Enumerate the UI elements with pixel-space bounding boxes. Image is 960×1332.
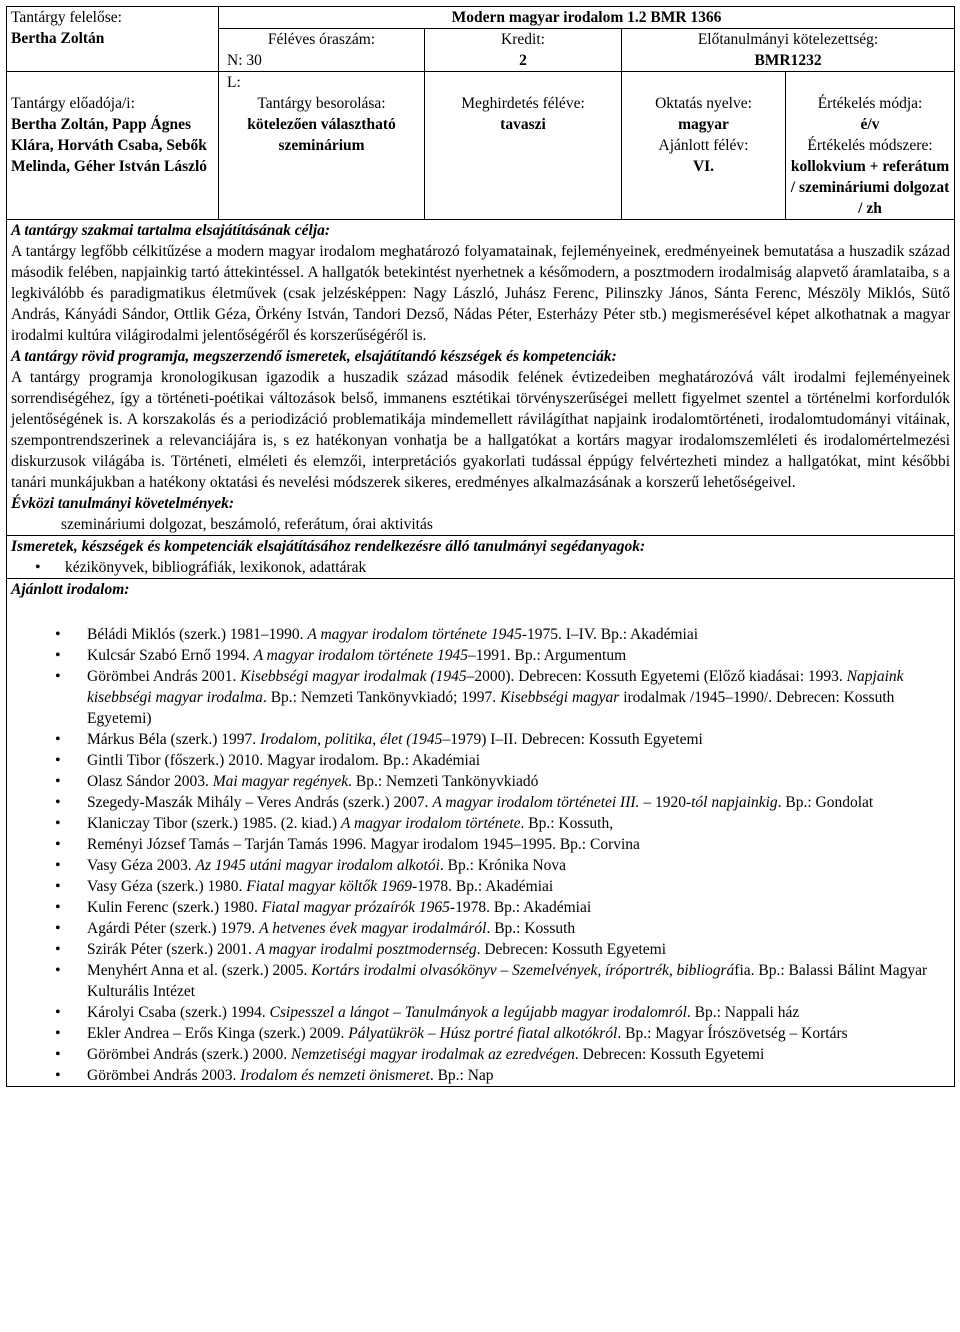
besorolas-cell [219, 72, 425, 220]
ertekeles-modja-label: Értékelés módja: [817, 95, 923, 112]
reference-text: Vasy Géza (szerk.) 1980. [87, 878, 247, 895]
ertekeles-modszere-label: Értékelés módszere: [807, 137, 933, 154]
reference-text: Mai magyar regények [212, 773, 349, 790]
reference-text: Klaniczay Tibor (szerk.) 1985. (2. kiad.) [87, 815, 341, 832]
reference-text: Károlyi Csaba (szerk.) 1994. [87, 1004, 270, 1021]
reference-text: . Bp.: Kossuth [486, 920, 576, 937]
reference-text: . Debrecen: Kossuth Egyetemi [476, 941, 666, 958]
reference-text: Gintli Tibor (főszerk.) 2010. Magyar irodalom. Bp.: Akadémiai [87, 752, 481, 769]
reference-text: . Bp.: Krónika Nova [439, 857, 567, 874]
segedanyag-heading: Ismeretek, készségek és kompetenciák elsajátításához rendelkezésre álló tanulmányi segédanyagok: [11, 538, 646, 555]
reference-text: Fiatal magyar költők 1969 [246, 878, 412, 895]
ertekeles-modja-value: é/v [860, 116, 880, 133]
cel-section [7, 220, 955, 536]
reference-text: . Bp.: Nemzeti Tankönyvkiadó; 1997. [262, 689, 501, 706]
segedanyag-section [7, 536, 955, 579]
oraszam-cell [219, 29, 425, 72]
reference-text: . Bp.: Magyar Írószövetség – Kortárs [617, 1025, 848, 1042]
reference-text: –1979) I–II. Debrecen: Kossuth Egyetemi [442, 731, 703, 748]
ajanlott-felev-label: Ajánlott félév: [658, 137, 749, 154]
reference-text: Pályatükrök – Húsz portré fiatal alkotókról [348, 1025, 618, 1042]
irodalom-section [7, 579, 955, 1087]
list-item: • kézikönyvek, bibliográfiák, lexikonok, adattárak [11, 557, 950, 578]
cel-heading: A tantárgy szakmai tartalma elsajátításának célja: [11, 222, 331, 239]
reference-text: Olasz Sándor 2003. [87, 773, 213, 790]
felelos-label: Tantárgy felelőse: [11, 9, 122, 26]
reference-text: Irodalom és nemzeti önismeret [240, 1067, 430, 1084]
reference-text: irodalmak /1945–1990/. Debrecen: Kossuth Egyetemi) [87, 689, 895, 727]
evkozi-heading: Évközi tanulmányi követelmények: [11, 495, 235, 512]
irodalom-list [11, 624, 950, 1086]
reference-text: A magyar irodalmi posztmodernség [255, 941, 477, 958]
ajanlott-felev-value: VI. [692, 158, 715, 175]
reference-item [11, 897, 950, 918]
reference-item [11, 855, 950, 876]
oraszam-l: L: [227, 74, 241, 91]
reference-text: Béládi Miklós (szerk.) 1981–1990. [87, 626, 308, 643]
reference-text: . Bp.: Kossuth, [520, 815, 614, 832]
reference-text: Kortárs irodalmi olvasókönyv – Szemelvények, íróportrék, bibliográ [311, 962, 735, 979]
reference-text: -1978. Bp.: Akadémiai [412, 878, 554, 895]
elotanulmanyi-value: BMR1232 [754, 52, 822, 69]
oraszam-n: N: 30 [227, 52, 262, 69]
reference-text: . Bp.: Nappali ház [686, 1004, 800, 1021]
reference-text: –2000). Debrecen: Kossuth Egyetemi (Előző kiadásai: 1993. [466, 668, 847, 685]
reference-text: Agárdi Péter (szerk.) 1979. [87, 920, 260, 937]
reference-text: Kulin Ferenc (szerk.) 1980. [87, 899, 262, 916]
reference-item [11, 1002, 950, 1023]
eloado-cell [7, 72, 219, 220]
reference-text: Napjaink kisebbségi magyar irodalma [87, 668, 904, 706]
reference-text: –1991. Bp.: Argumentum [468, 647, 627, 664]
meghirdetes-cell [425, 72, 622, 220]
nyelv-cell [622, 72, 786, 220]
reference-text: A magyar irodalom története [340, 815, 521, 832]
reference-item [11, 624, 950, 645]
evkozi-text: szemináriumi dolgozat, beszámoló, referátum, órai aktivitás [61, 516, 433, 533]
reference-text: fia. Bp.: Balassi Bálint Magyar Kulturális Intézet [87, 962, 928, 1000]
reference-item [11, 729, 950, 750]
course-sheet-table [6, 6, 955, 1087]
reference-text: Irodalom, politika, élet (1945 [260, 731, 443, 748]
irodalom-heading: Ajánlott irodalom: [11, 581, 130, 598]
oraszam-label: Féléves óraszám: [267, 31, 376, 48]
reference-text: Ekler Andrea – Erős Kinga (szerk.) 2009. [87, 1025, 349, 1042]
reference-item [11, 792, 950, 813]
reference-text: A hetvenes évek magyar irodalmáról [259, 920, 487, 937]
ertekeles-cell [786, 72, 955, 220]
segedanyag-list [11, 557, 950, 578]
reference-text: Vasy Géza 2003. [87, 857, 196, 874]
reference-text: Fiatal magyar prózaírók 1965 [261, 899, 450, 916]
cel-text: A tantárgy legfőbb célkitűzése a modern magyar irodalom meghatározó folyamatainak, fejleményeinek, eredményeinek bemutatása a huszadik század második felében, napjainkig tartó áttekintéssel. A hallgatók betekintést nyerhetnek a későmodern, a posztmodern irodalmiság alapvető áramlataiba, s a legkiválóbb és paradigmatikus életművek (csak jelzésképpen: Nagy László, Juhász Ferenc, Pilinszky János, Sánta Ferenc, Mészöly Miklós, Sütő András, Kányádi Sándor, Ottlik Géza, Örkény István, Tandori Dezső, Nádas Péter, Esterházy Péter stb.) megismerésével képet alkothatnak a magyar irodalmi kultúra világirodalmi jelentőségéről és korszerűségéről is. [11, 243, 951, 344]
reference-text: Görömbei András 2003. [87, 1067, 241, 1084]
meghirdetes-label: Meghirdetés féléve: [461, 95, 585, 112]
reference-text: Márkus Béla (szerk.) 1997. [87, 731, 261, 748]
reference-text: Menyhért Anna et al. (szerk.) 2005. [87, 962, 312, 979]
reference-item [11, 918, 950, 939]
reference-text: -1978. Bp.: Akadémiai [449, 899, 592, 916]
reference-item [11, 750, 950, 771]
felelos-value: Bertha Zoltán [11, 30, 105, 47]
reference-item [11, 1044, 950, 1065]
reference-text: A magyar irodalom története 1945 [307, 626, 522, 643]
reference-text: Görömbei András (szerk.) 2000. [87, 1046, 292, 1063]
reference-text: Nemzetiségi magyar irodalmak az ezredvégen [291, 1046, 575, 1063]
reference-item [11, 1023, 950, 1044]
reference-text: Kisebbségi magyar irodalmak (1945 [240, 668, 467, 685]
reference-text: Reményi József Tamás – Tarján Tamás 1996. Magyar irodalom 1945–1995. Bp.: Corvina [87, 836, 640, 853]
course-title: Modern magyar irodalom 1.2 BMR 1366 [219, 7, 955, 29]
eloado-label: Tantárgy előadója/i: [11, 95, 135, 112]
reference-text: – 1920- [639, 794, 692, 811]
reference-text: Csipesszel a lángot – Tanulmányok a legújabb magyar irodalomról [269, 1004, 687, 1021]
reference-text: -1975. I–IV. Bp.: Akadémiai [521, 626, 699, 643]
reference-text: Szirák Péter (szerk.) 2001. [87, 941, 256, 958]
kredit-cell [425, 29, 622, 72]
meghirdetes-value: tavaszi [500, 116, 546, 133]
reference-item [11, 1065, 950, 1086]
kredit-value: 2 [519, 52, 527, 69]
reference-item [11, 960, 950, 1002]
nyelv-value: magyar [678, 116, 729, 133]
felelos-cell [7, 7, 219, 72]
reference-item [11, 771, 950, 792]
eloado-value: Bertha Zoltán, Papp Ágnes Klára, Horváth Csaba, Sebők Melinda, Géher István László [11, 116, 208, 175]
reference-text: A magyar irodalom történetei III. [432, 794, 640, 811]
reference-text: Kisebbségi magyar [500, 689, 620, 706]
kredit-label: Kredit: [501, 31, 545, 48]
nyelv-label: Oktatás nyelve: [655, 95, 752, 112]
reference-text: A magyar irodalom története 1945 [253, 647, 468, 664]
elotanulmanyi-cell [622, 29, 955, 72]
reference-item [11, 834, 950, 855]
reference-text: . Bp.: Nap [429, 1067, 494, 1084]
elotanulmanyi-label: Előtanulmányi kötelezettség: [697, 31, 879, 48]
reference-text: Szegedy-Maszák Mihály – Veres András (szerk.) 2007. [87, 794, 433, 811]
reference-text: . Bp.: Gondolat [777, 794, 874, 811]
ertekeles-modszere-value: kollokvium + referátum / szemináriumi dolgozat / zh [790, 158, 950, 217]
reference-text: Görömbei András 2001. [87, 668, 241, 685]
besorolas-label: Tantárgy besorolása: [257, 95, 386, 112]
reference-text: Az 1945 utáni magyar irodalom alkotói [195, 857, 440, 874]
reference-item [11, 666, 950, 729]
reference-text: . Debrecen: Kossuth Egyetemi [574, 1046, 765, 1063]
reference-item [11, 645, 950, 666]
reference-item [11, 813, 950, 834]
program-text: A tantárgy programja kronologikusan igazodik a huszadik század második felének évtizedeiben meghatározóvá vált irodalmi fejleményeinek sorrendiségéhez, így a történeti-poétikai változások belső, immanens esztétikai törvényszerűségei mellett figyelmet szentel a történelmi korfordulók jelentőségének is. A korszakolás és a periodizáció problematikája mindemellett rávilágíthat napjaink irodalomtörténeti, irodalomtudományi vitáinak, szempontrendszerinek a relevanciájára is, s ez hatékonyan vonhatja be a hallgatókat a kortárs magyar irodalomszemléleti és irodalomértelmezési diskurzusok világába is. Történeti, elméleti és elemzői, interpretációs gyakorlati tudással éppúgy felvértezheti mindez a hallgatókat, mint későbbi tanári munkájukban a hatékony oktatási és nevelési módszerek sikeres, eredményes alkalmazásának a korszerű lehetőségeivel. [11, 369, 951, 491]
reference-item [11, 939, 950, 960]
reference-text: tól napjainkig [691, 794, 778, 811]
reference-text: Kulcsár Szabó Ernő 1994. [87, 647, 254, 664]
reference-text: . Bp.: Nemzeti Tankönyvkiadó [348, 773, 539, 790]
program-heading: A tantárgy rövid programja, megszerzendő ismeretek, elsajátítandó készségek és kompetenciák: [11, 348, 617, 365]
reference-item [11, 876, 950, 897]
besorolas-value: kötelezően választható szeminárium [247, 116, 396, 154]
